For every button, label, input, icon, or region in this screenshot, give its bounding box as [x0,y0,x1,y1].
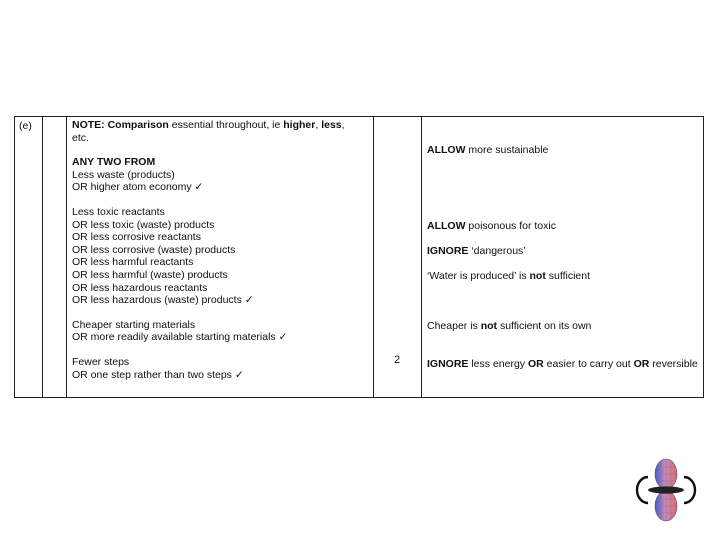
answer-line: OR less harmful (waste) products [72,268,228,281]
guidance-line: IGNORE less energy OR easier to carry out OR reversible [427,358,698,370]
guidance-line: IGNORE ‘dangerous’ [427,245,526,257]
guidance-line: ALLOW poisonous for toxic [427,220,556,232]
answer-line: Fewer steps [72,355,130,368]
orbital-lobe-bottom [655,491,677,521]
guidance-line: Cheaper is not sufficient on its own [427,320,592,332]
any-two-heading: ANY TWO FROM [72,156,156,169]
answer-line: OR less harmful reactants [72,256,194,269]
orbital-disc [648,486,684,493]
guidance-line: ALLOW more sustainable [427,144,549,156]
guidance-line: ‘Water is produced’ is not sufficient [427,270,591,282]
answer-line: Less waste (products) [72,168,175,181]
answer-line: OR higher atom economy ✓ [72,181,204,194]
answer-line: Less toxic reactants [72,205,165,218]
note-etc: etc. [72,131,89,144]
answer-line: OR less corrosive reactants [72,231,201,244]
subpart-cell [43,117,67,398]
mark-scheme-table [14,116,704,398]
answer-cell [67,117,374,398]
part-label-cell [15,117,43,398]
answer-line: Cheaper starting materials [72,318,196,331]
table-row [15,117,704,398]
answer-line: OR less hazardous (waste) products ✓ [72,294,254,307]
guidance-cell [422,117,704,398]
answer-line: OR less toxic (waste) products [72,218,215,231]
marks-value: 2 [394,354,401,366]
orbital-logo [634,457,698,523]
note-line: NOTE: Comparison essential throughout, ie higher, less, [72,119,345,131]
orbital-lobe-top [655,459,677,489]
answer-line: OR one step rather than two steps ✓ [72,368,244,381]
answer-line: OR less corrosive (waste) products [72,243,236,256]
marks-cell [374,117,422,398]
answer-line: OR less hazardous reactants [72,281,208,294]
part-label: (e) [19,120,32,132]
answer-line: OR more readily available starting materials ✓ [72,331,288,344]
